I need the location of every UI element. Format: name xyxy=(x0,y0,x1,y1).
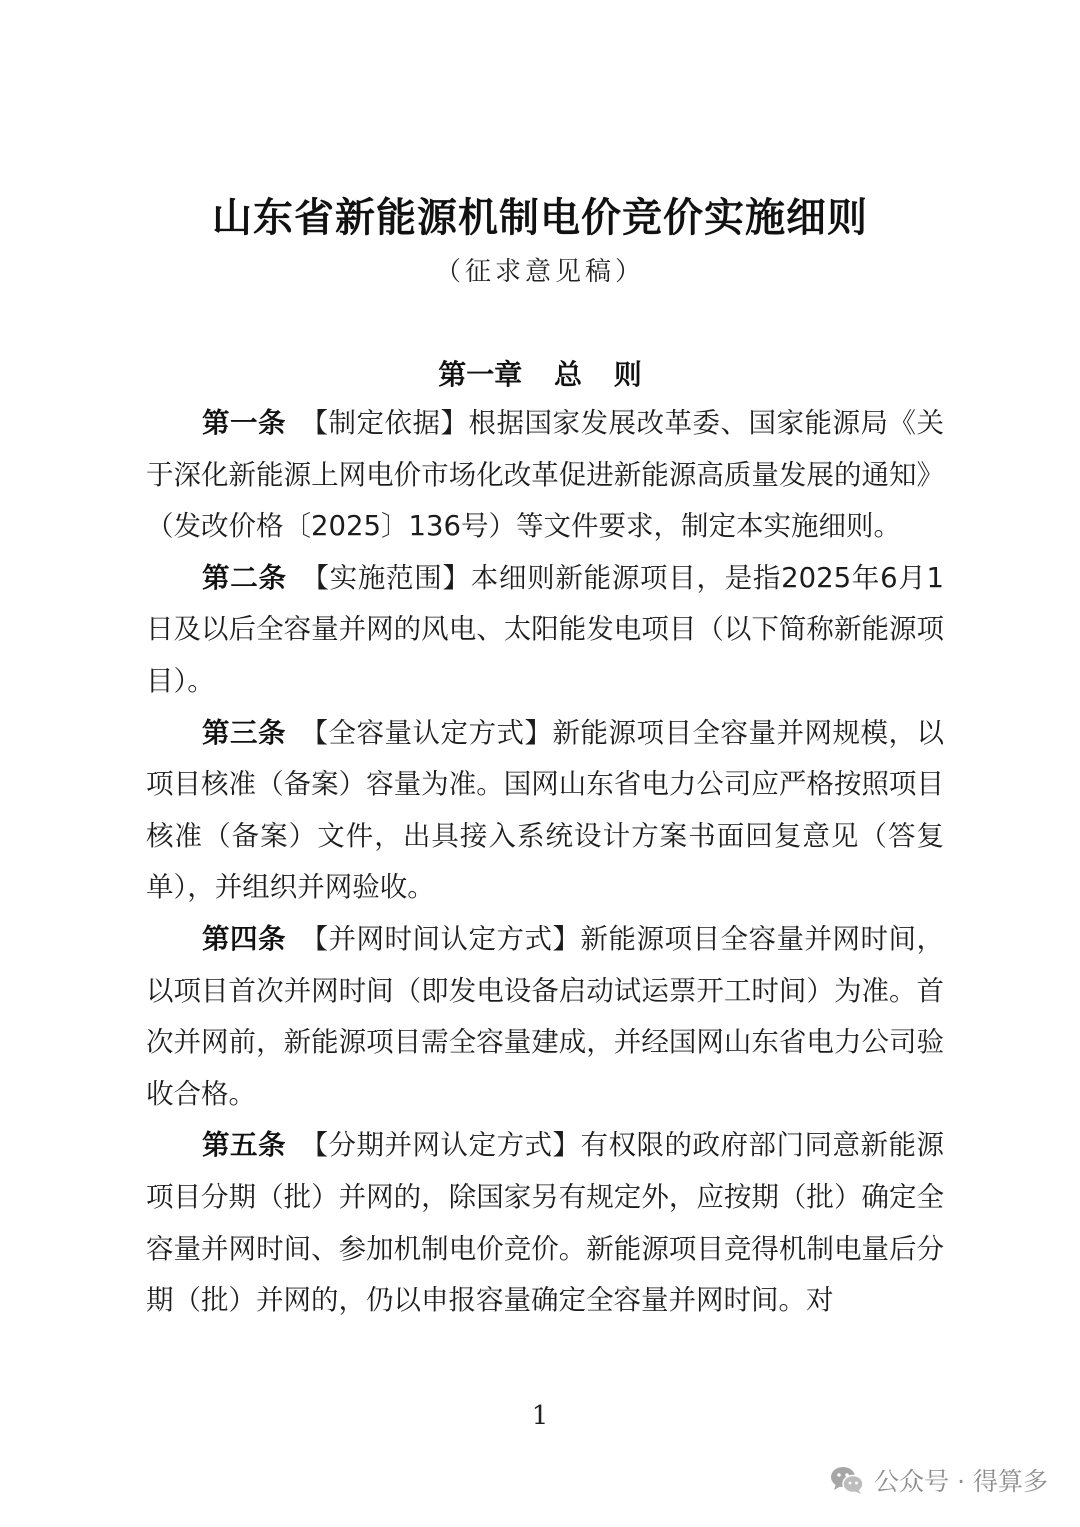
article-number: 第四条 xyxy=(202,922,286,955)
chapter-heading: 第一章 总 则 xyxy=(438,358,642,391)
document-subtitle: （征求意见稿） xyxy=(434,257,645,287)
watermark-text: 公众号 · 得算多 xyxy=(874,1467,1048,1496)
document-body xyxy=(146,398,944,1327)
wechat-icon xyxy=(830,1465,864,1495)
article-text: 新能源项目全容量并网规模，以项目核准（备案）容量为准。国网山东省电力公司应严格按照项目核准（备案）文件，出具接入系统设计方案书面回复意见（答复单），并组织并网验收。 xyxy=(146,716,944,904)
page-number: 1 xyxy=(531,1401,549,1431)
article-text: 根据国家发展改革委、国家能源局《关于深化新能源上网电价市场化改革促进新能源高质量发展的通知》（发改价格〔2025〕136号）等文件要求，制定本实施细则。 xyxy=(146,407,944,543)
watermark xyxy=(830,1460,1048,1500)
article-heading: 【实施范围】 xyxy=(300,561,471,594)
article-heading: 【并网时间认定方式】 xyxy=(300,922,581,955)
document-title: 山东省新能源机制电价竞价实施细则 xyxy=(212,194,868,241)
article-text: 有权限的政府部门同意新能源项目分期（批）并网的，除国家另有规定外，应按期（批）确定全容量并网时间、参加机制电价竞价。新能源项目竞得机制电量后分期（批）并网的，仍以申报容量确定全容量并网时间。对 xyxy=(146,1129,944,1317)
article-2 xyxy=(146,553,944,708)
article-1 xyxy=(146,398,944,553)
article-4 xyxy=(146,914,944,1120)
article-heading: 【制定依据】 xyxy=(300,407,469,439)
article-heading: 【全容量认定方式】 xyxy=(300,716,553,749)
article-number: 第三条 xyxy=(202,716,286,749)
article-number: 第一条 xyxy=(202,407,286,439)
article-number: 第二条 xyxy=(202,561,287,594)
article-text: 新能源项目全容量并网时间，以项目首次并网时间（即发电设备启动试运票开工时间）为准。首次并网前，新能源项目需全容量建成，并经国网山东省电力公司验收合格。 xyxy=(146,922,944,1110)
article-heading: 【分期并网认定方式】 xyxy=(300,1129,581,1162)
article-number: 第五条 xyxy=(202,1129,286,1162)
article-5 xyxy=(146,1120,944,1326)
article-3 xyxy=(146,708,944,914)
article-text: 本细则新能源项目，是指2025年6月1日及以后全容量并网的风电、太阳能发电项目（以下简称新能源项目）。 xyxy=(146,561,945,697)
